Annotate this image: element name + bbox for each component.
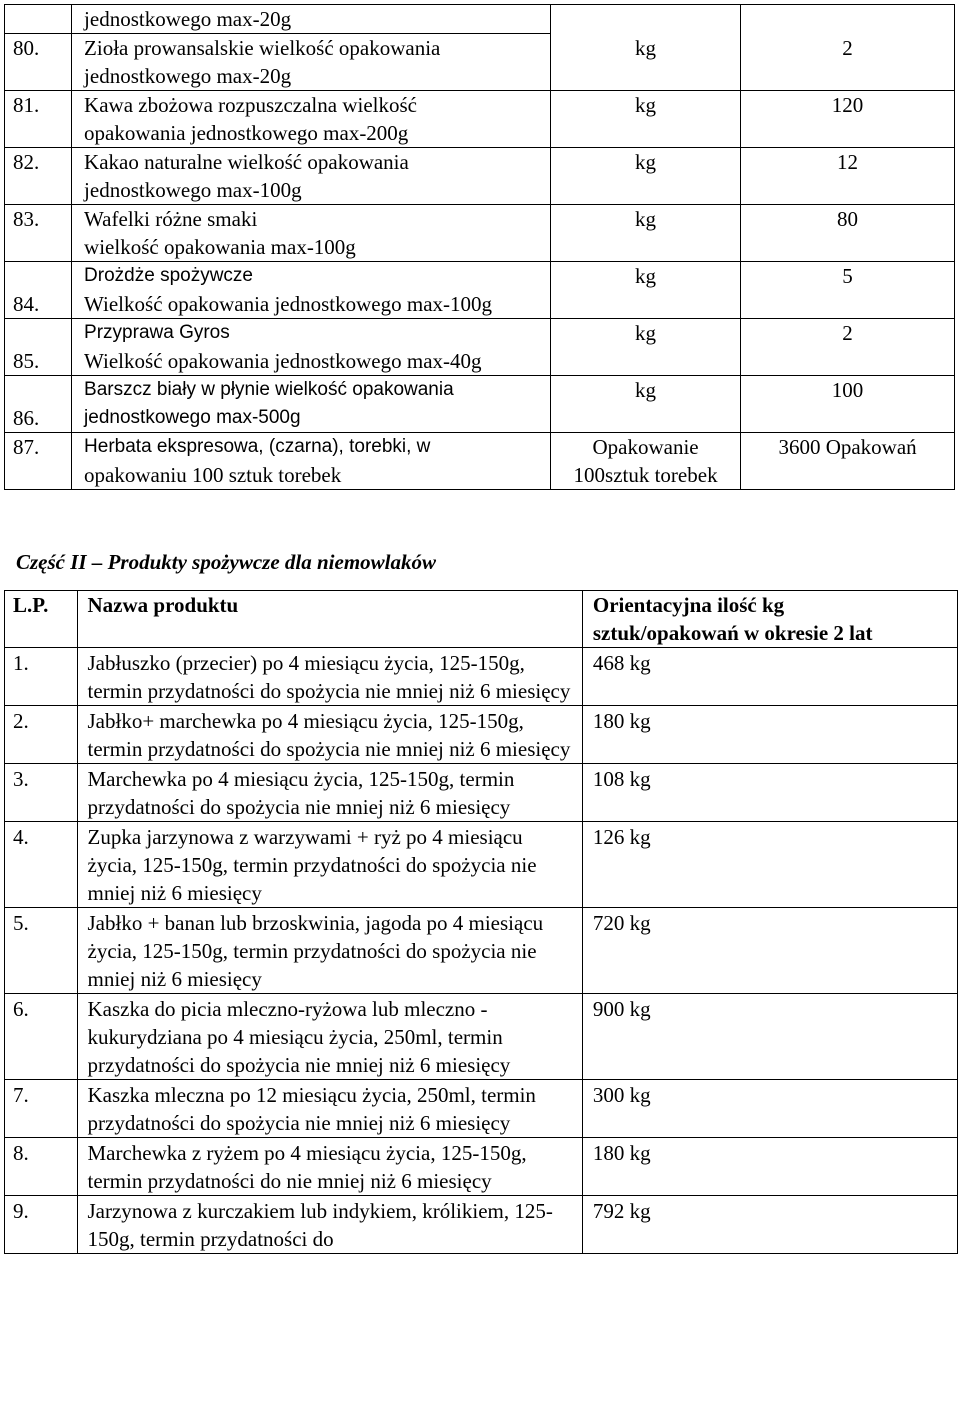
quantity: 180 kg <box>582 1138 957 1196</box>
product-name <box>72 5 551 34</box>
product-name-line: Barszcz biały w płynie wielkość opakowania <box>84 379 454 400</box>
row-number: 6. <box>5 994 78 1080</box>
row-number: 86. <box>5 376 72 433</box>
quantity: 100 <box>741 376 955 433</box>
quantity <box>741 5 955 34</box>
products-table-part1 <box>4 4 955 490</box>
row-number: 85. <box>5 319 72 376</box>
table-row <box>5 1138 958 1196</box>
quantity: 5 <box>741 262 955 319</box>
quantity: 2 <box>741 319 955 376</box>
product-name-line: Drożdże spożywcze <box>84 265 253 286</box>
quantity: 12 <box>741 148 955 205</box>
product-name <box>72 34 551 91</box>
quantity: 108 kg <box>582 764 957 822</box>
table-row <box>5 91 955 148</box>
unit: kg <box>550 91 740 148</box>
product-name: Kaszka do picia mleczno-ryżowa lub mleczno - kukurydziana po 4 miesiącu życia, 250ml, termin przydatności do spożycia nie mniej niż 6 miesięcy <box>77 994 582 1080</box>
quantity: 126 kg <box>582 822 957 908</box>
row-number: 2. <box>5 706 78 764</box>
product-name: Jabłko+ marchewka po 4 miesiącu życia, 125-150g, termin przydatności do spożycia nie mniej niż 6 miesięcy <box>77 706 582 764</box>
quantity: 120 <box>741 91 955 148</box>
table-row <box>5 34 955 91</box>
table-row <box>5 908 958 994</box>
product-name-line: Kakao naturalne wielkość opakowania <box>84 150 409 174</box>
product-name-line: Herbata ekspresowa, (czarna), torebki, w <box>84 436 431 457</box>
row-number: 87. <box>5 433 72 490</box>
quantity: 300 kg <box>582 1080 957 1138</box>
row-number <box>5 5 72 34</box>
product-name <box>72 262 551 319</box>
quantity: 900 kg <box>582 994 957 1080</box>
row-number: 83. <box>5 205 72 262</box>
product-name <box>72 205 551 262</box>
table-row <box>5 148 955 205</box>
product-name-line: wielkość opakowania max-100g <box>84 235 356 259</box>
unit: kg <box>550 319 740 376</box>
product-name-line: Wafelki różne smaki <box>84 207 258 231</box>
table-row <box>5 319 955 376</box>
table-row <box>5 822 958 908</box>
product-name-line: Przyprawa Gyros <box>84 322 230 343</box>
product-name-line: opakowaniu 100 sztuk torebek <box>84 463 342 487</box>
quantity: 180 kg <box>582 706 957 764</box>
product-name-line: jednostkowego max-20g <box>84 7 292 31</box>
product-name: Marchewka z ryżem po 4 miesiącu życia, 125-150g, termin przydatności do nie mniej niż 6 miesięcy <box>77 1138 582 1196</box>
table-row <box>5 1080 958 1138</box>
row-number: 3. <box>5 764 78 822</box>
table-row <box>5 648 958 706</box>
row-number: 4. <box>5 822 78 908</box>
quantity: 720 kg <box>582 908 957 994</box>
table-row <box>5 433 955 490</box>
product-name: Jabłko + banan lub brzoskwinia, jagoda po 4 miesiącu życia, 125-150g, termin przydatności do spożycia nie mniej niż 6 miesięcy <box>77 908 582 994</box>
row-number: 7. <box>5 1080 78 1138</box>
product-name <box>72 376 551 433</box>
unit <box>550 5 740 34</box>
row-number: 82. <box>5 148 72 205</box>
product-name-line: Zioła prowansalskie wielkość opakowania <box>84 36 441 60</box>
unit: kg <box>550 262 740 319</box>
product-name <box>72 319 551 376</box>
unit: kg <box>550 34 740 91</box>
table-row <box>5 262 955 319</box>
quantity: 792 kg <box>582 1196 957 1254</box>
row-number: 80. <box>5 34 72 91</box>
product-name <box>72 433 551 490</box>
product-name-line: jednostkowego max-500g <box>84 407 301 428</box>
table-row <box>5 994 958 1080</box>
products-table-part2 <box>4 590 958 1254</box>
table-row <box>5 205 955 262</box>
table-row <box>5 376 955 433</box>
product-name-line: Kawa zbożowa rozpuszczalna wielkość <box>84 93 417 117</box>
row-number: 84. <box>5 262 72 319</box>
product-name: Jarzynowa z kurczakiem lub indykiem, królikiem, 125-150g, termin przydatności do <box>77 1196 582 1254</box>
product-name-line: Wielkość opakowania jednostkowego max-40g <box>84 349 482 373</box>
header-product-name: Nazwa produktu <box>77 591 582 648</box>
product-name: Kaszka mleczna po 12 miesiącu życia, 250ml, termin przydatności do spożycia nie mniej niż 6 miesięcy <box>77 1080 582 1138</box>
product-name: Zupka jarzynowa z warzywami + ryż po 4 miesiącu życia, 125-150g, termin przydatności do spożycia nie mniej niż 6 miesięcy <box>77 822 582 908</box>
product-name-line: opakowania jednostkowego max-200g <box>84 121 409 145</box>
product-name: Jabłuszko (przecier) po 4 miesiącu życia, 125-150g, termin przydatności do spożycia nie mniej niż 6 miesięcy <box>77 648 582 706</box>
section-title-part2: Część II – Produkty spożywcze dla niemowlaków <box>16 550 437 574</box>
product-name: Marchewka po 4 miesiącu życia, 125-150g, termin przydatności do spożycia nie mniej niż 6 miesięcy <box>77 764 582 822</box>
product-name-line: jednostkowego max-20g <box>84 64 292 88</box>
header-quantity-line2: sztuk/opakowań w okresie 2 lat <box>592 621 873 645</box>
table-row <box>5 5 955 34</box>
row-number: 1. <box>5 648 78 706</box>
row-number: 81. <box>5 91 72 148</box>
product-name-line: Wielkość opakowania jednostkowego max-100g <box>84 292 493 316</box>
row-number: 5. <box>5 908 78 994</box>
quantity: 468 kg <box>582 648 957 706</box>
header-quantity-line1: Orientacyjna ilość kg <box>592 593 785 617</box>
header-quantity <box>582 591 957 648</box>
table-header-row <box>5 591 958 648</box>
quantity: 80 <box>741 205 955 262</box>
unit: kg <box>550 376 740 433</box>
unit: kg <box>550 148 740 205</box>
unit: Opakowanie 100sztuk torebek <box>550 433 740 490</box>
unit: kg <box>550 205 740 262</box>
product-name-line: jednostkowego max-100g <box>84 178 302 202</box>
product-name <box>72 148 551 205</box>
table-row <box>5 706 958 764</box>
row-number: 8. <box>5 1138 78 1196</box>
quantity: 2 <box>741 34 955 91</box>
header-lp: L.P. <box>5 591 78 648</box>
quantity: 3600 Opakowań <box>741 433 955 490</box>
table-row <box>5 1196 958 1254</box>
product-name <box>72 91 551 148</box>
row-number: 9. <box>5 1196 78 1254</box>
table-row <box>5 764 958 822</box>
